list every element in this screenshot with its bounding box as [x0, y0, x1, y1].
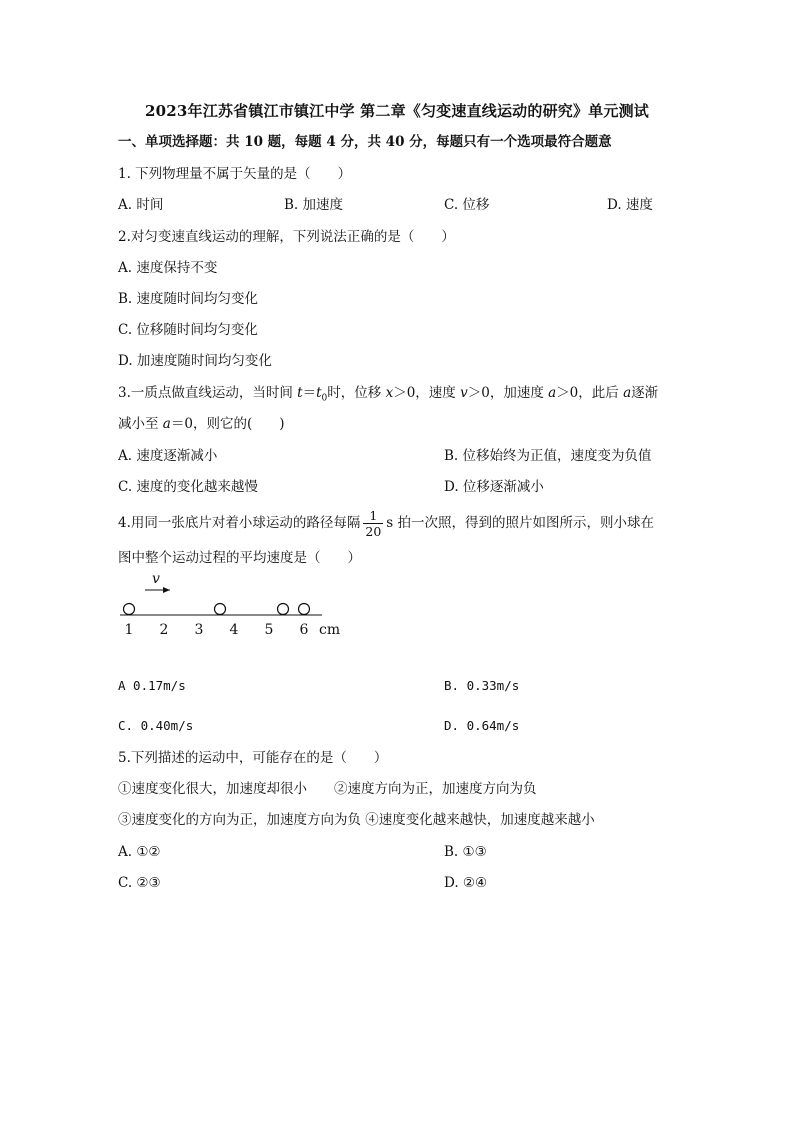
tick-label-5: 5: [264, 622, 274, 638]
ball-2: [215, 604, 226, 615]
q5-option-d: D. ②④: [444, 875, 488, 891]
tick-label-4: 4: [229, 622, 239, 638]
question-4-stem: 4.用同一张底片对着小球运动的路径每隔 $\frac{1}{20}$ s 拍一次照，得到的照片如图所示，则小球在: [118, 508, 655, 539]
q2-option-c: C. 位移随时间均匀变化: [118, 322, 258, 338]
tick-label-6: 6: [299, 622, 309, 638]
interval-fraction: $\frac{1}{20}$: [365, 508, 382, 539]
q3-option-d: D. 位移逐渐减小: [444, 479, 544, 495]
q1-option-b: B. 加速度: [284, 197, 344, 213]
q5-option-c: C. ②③: [118, 875, 161, 891]
q2-option-a: A. 速度保持不变: [118, 260, 218, 276]
ball-3: [278, 604, 289, 615]
question-4-stem-line2: 图中整个运动过程的平均速度是（ ）: [118, 550, 361, 566]
unit-label: cm: [319, 622, 341, 638]
q1-option-d: D. 速度: [607, 197, 653, 213]
q4-option-b: B. 0.33m/s: [444, 678, 520, 693]
q5-statements-line2: ③速度变化的方向为正，加速度方向为负 ④速度变化越来越快，加速度越来越小: [118, 812, 595, 828]
tick-label-1: 1: [124, 622, 134, 638]
q2-option-d: D. 加速度随时间均匀变化: [118, 353, 272, 369]
q5-statements-line1: ①速度变化很大，加速度却很小 ②速度方向为正，加速度方向为负: [118, 781, 537, 797]
q1-option-c: C. 位移: [444, 197, 490, 213]
q3-option-c: C. 速度的变化越来越慢: [118, 479, 258, 495]
section-heading: 一、单项选择题：共 10 题，每题 4 分，共 40 分，每题只有一个选项最符合题意: [118, 134, 612, 150]
ball-1: [124, 604, 135, 615]
q3-option-a: A. 速度逐渐减小: [118, 448, 218, 464]
q5-option-a: A. ①②: [118, 844, 161, 860]
q1-option-a: A. 时间: [118, 197, 164, 213]
q4-option-d: D. 0.64m/s: [444, 718, 520, 733]
velocity-arrowhead: [163, 587, 170, 593]
ball-4: [299, 604, 310, 615]
question-5-stem: 5.下列描述的运动中，可能存在的是（ ）: [118, 750, 388, 766]
tick-label-3: 3: [194, 622, 204, 638]
question-1-stem: 1. 下列物理量不属于矢量的是（ ）: [118, 166, 352, 182]
exam-title: 2023年江苏省镇江市镇江中学 第二章《匀变速直线运动的研究》单元测试: [145, 102, 649, 120]
q2-option-b: B. 速度随时间均匀变化: [118, 291, 259, 307]
q5-option-b: B. ①③: [444, 844, 487, 860]
ball-motion-figure: [112, 568, 352, 642]
question-2-stem: 2.对匀变速直线运动的理解，下列说法正确的是（ ）: [118, 229, 455, 245]
question-3-stem: 3.一质点做直线运动，当时间 $t=t_0$时，位移 x＞0，速度 v＞0，加速度 a＞0，此后 a逐渐: [118, 385, 659, 404]
velocity-label: v: [152, 571, 160, 587]
question-3-stem-line2: 减小至 a＝0，则它的( ): [118, 416, 285, 432]
q3-option-b: B. 位移始终为正值，速度变为负值: [444, 448, 652, 464]
tick-label-2: 2: [159, 622, 169, 638]
q4-option-c: C. 0.40m/s: [118, 718, 194, 733]
q4-option-a: A 0.17m/s: [118, 678, 186, 693]
